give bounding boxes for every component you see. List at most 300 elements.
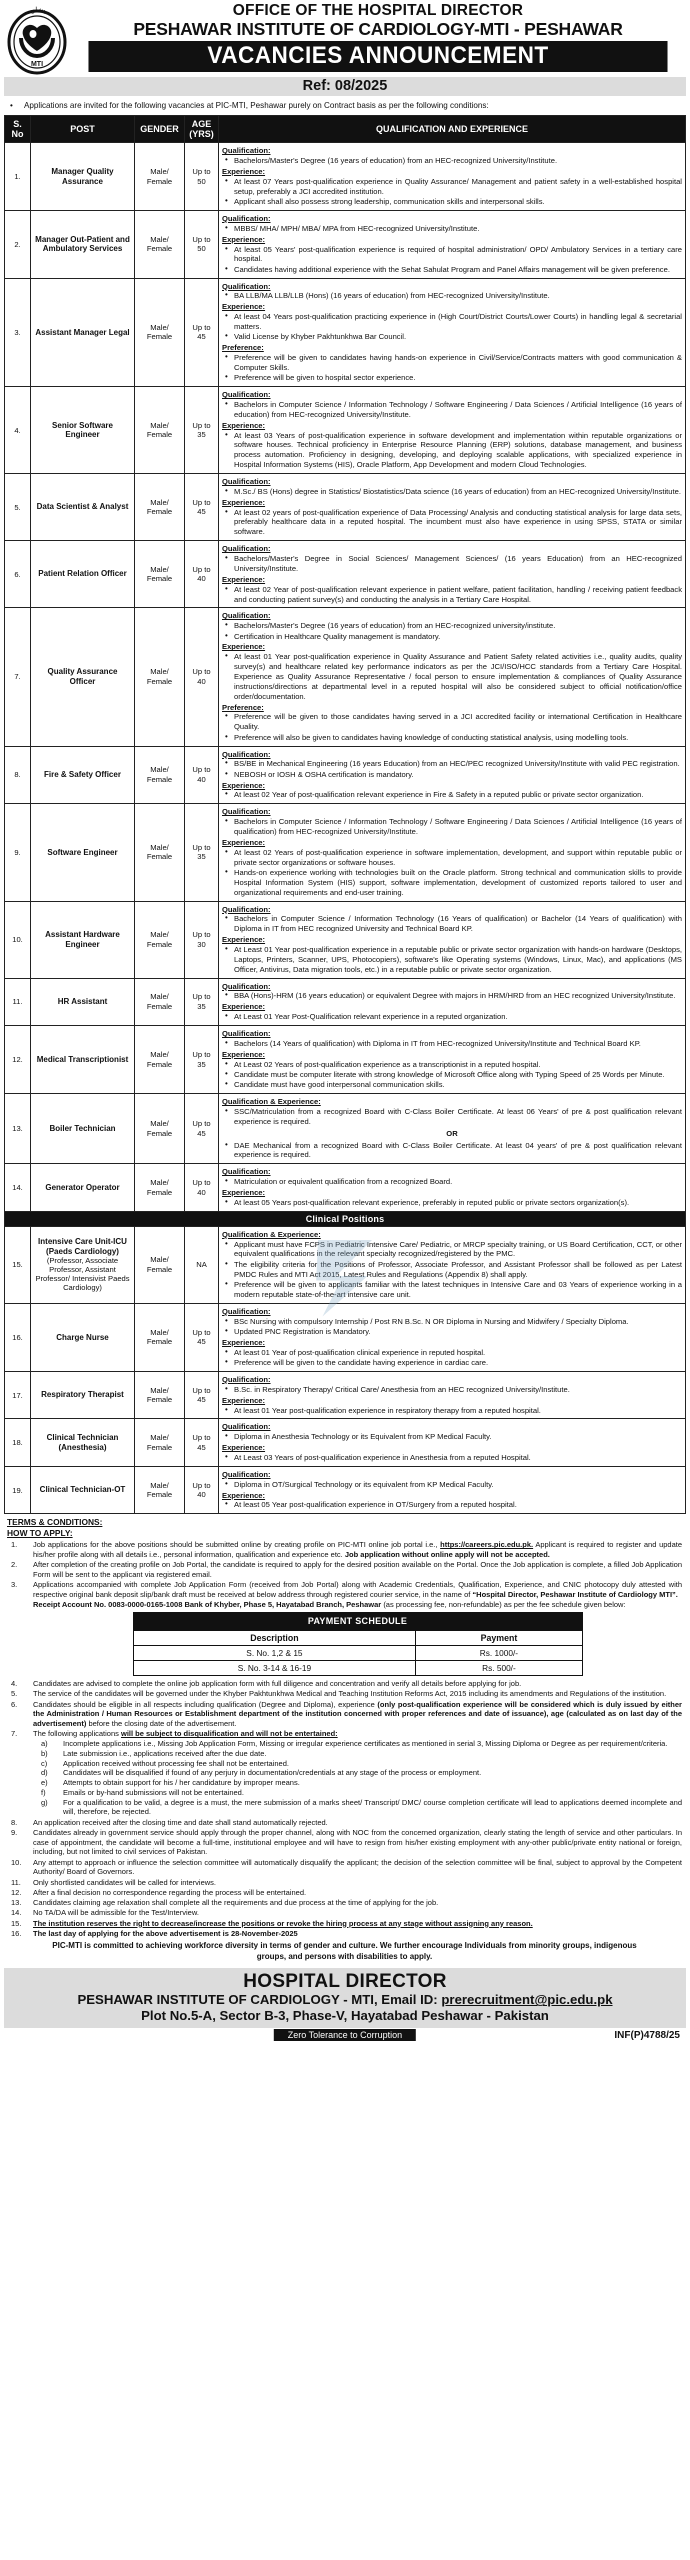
table-row [5,608,686,746]
row-age-limit: Up to 45 [185,1094,219,1164]
row-qualification-experience [219,1466,686,1513]
qual-section-label: Qualification: [222,1469,271,1479]
row-age-limit: Up to 40 [185,1164,219,1211]
svg-text:MTI: MTI [30,61,44,68]
svg-text:پشاور: پشاور [28,7,46,14]
qual-point: • Diploma in OT/Surgical Technology or its equivalent from KP Medical Faculty. [222,1480,682,1490]
disqualification-sublist [33,1739,682,1817]
row-qualification-experience [219,608,686,746]
qual-section-label: Experience: [222,1443,266,1453]
row-qualification-experience [219,1164,686,1211]
qual-point: • At least 05 Year post-qualification experience in OT/Surgery from a reputed hospital. [222,1500,682,1510]
qual-point-list [222,177,682,207]
footer-email[interactable]: prerecruitment@pic.edu.pk [441,1992,613,2008]
row-serial: 11. [5,978,31,1025]
row-age-limit: Up to 45 [185,278,219,387]
table-row [5,278,686,387]
row-serial: 9. [5,804,31,901]
term-3-text: Applications accompanied with complete Job Application Form (received from Job Portal) along with Academic Credentials, Qualification, Experience, and CNIC photocopy duly attested with respective original bank deposit slip/bank draft must be received at below address through registered courier service, in the name of [33,1580,682,1599]
col-header-gender: GENDER [135,116,185,143]
qual-point-list [222,585,682,605]
qual-point: • MBBS/ MHA/ MPH/ MBA/ MPA from HEC-recognized University/Institute. [222,224,682,234]
qual-point: • Candidate must have good interpersonal communication skills. [222,1080,682,1090]
row-qualification-experience [219,901,686,978]
row-age-limit: Up to 50 [185,210,219,278]
row-qualification-experience [219,978,686,1025]
clinical-positions-label: Clinical Positions [5,1211,686,1226]
term-item-7 [7,1729,682,1817]
terms-heading: TERMS & CONDITIONS: [7,1517,103,1528]
careers-portal-link[interactable]: https://careers.pic.edu.pk. [440,1540,534,1550]
row-gender: Male/ Female [135,1164,185,1211]
table-row [5,210,686,278]
table-row [5,1226,686,1303]
qual-point: • At least 03 Years of post-qualification experience in software development and implementation within reputable organizations or software houses. Technical proficiency in Enterprise Resource Planning (ERP) solutions, database management, and business process automation. Proficiency in designing, developing, and deploying scalable applications, with specialized experience in Hospital Information Systems (HIS), Oracle Platform, App Development and modern Cloud Technologies. [222,431,682,470]
row-gender: Male/ Female [135,210,185,278]
footer-bottom-row [4,2029,686,2044]
qual-point: • At least 01 Year post-qualification experience in respiratory therapy from a reputed hospital. [222,1406,682,1416]
table-row [5,1419,686,1466]
qual-section-label: Experience: [222,497,266,507]
qual-point: • M.Sc./ BS (Hons) degree in Statistics/ Biostatistics/Data science (16 years of education) from an HEC-recognized University/Institute. [222,487,682,497]
table-row [5,1164,686,1211]
qual-point-list [222,817,682,837]
qual-section-label: Experience: [222,1002,266,1012]
row-age-limit: Up to 35 [185,387,219,474]
payment-description: S. No. 1,2 & 15 [133,1646,416,1661]
row-post-title: HR Assistant [31,978,135,1025]
table-row [5,1371,686,1418]
footer-institute [4,1992,686,2008]
payment-amount: Rs. 500/- [416,1661,582,1676]
term-1-text-a: Job applications for the above positions should be submitted online by creating profile on PIC-MTI online job portal i.e., [33,1540,438,1550]
table-row [5,1026,686,1094]
row-post-title: Data Scientist & Analyst [31,474,135,541]
row-age-limit: Up to 35 [185,804,219,901]
row-gender: Male/ Female [135,1419,185,1466]
row-qualification-experience [219,143,686,211]
bullet-icon: • [10,101,13,110]
qual-section-label: Qualification: [222,1167,271,1177]
disqualification-item: Incomplete applications i.e., Missing Job Application Form, Missing or irregular experience certificates as mentioned in serial 3, Missing Diploma or Degree as per requirement/criteria. [63,1739,668,1749]
row-serial: 18. [5,1419,31,1466]
col-header-age: AGE (YRS) [185,116,219,143]
how-to-apply-heading: HOW TO APPLY: [7,1528,73,1539]
row-serial: 8. [5,746,31,804]
row-qualification-experience [219,541,686,608]
qual-point-list [222,1177,682,1187]
term-3-fee-note: (as processing fee, non-refundable) as per the fee schedule given below: [383,1599,626,1609]
qual-section-label: Qualification: [222,390,271,400]
payment-title-row [133,1613,582,1631]
disqualification-item: Attempts to obtain support for his / her candidature by improper means. [63,1778,300,1788]
qual-point: • NEBOSH or IOSH & OSHA certification is mandatory. [222,770,682,780]
payment-description: S. No. 3-14 & 16-19 [133,1661,416,1676]
qual-point: • Updated PNC Registration is Mandatory. [222,1327,682,1337]
footer-director: HOSPITAL DIRECTOR [243,1970,447,1992]
qual-section-label: Qualification & Experience: [222,1097,321,1107]
qual-section-label: Qualification: [222,749,271,759]
qual-section-label: Experience: [222,1395,266,1405]
qual-point: • At least 04 Years post-qualification practicing experience in (High Court/District Courts/Lower Courts) in handling legal & secretarial matters. [222,312,682,332]
row-age-limit: Up to 35 [185,1026,219,1094]
qual-point: • Preference will also be given to candidates having knowledge of conducting statistical analysis, using modelling tools. [222,733,682,743]
qual-point-list [222,400,682,420]
row-serial: 3. [5,278,31,387]
qual-point-list [222,1141,682,1161]
qual-point-list [222,245,682,275]
qual-point: • Bachelors/Master's Degree (16 years of education) from an HEC-recognized university/institute. [222,621,682,631]
qual-point-list [222,1500,682,1510]
qual-section-label: Experience: [222,780,266,790]
row-serial: 1. [5,143,31,211]
qual-point: • At Least 03 Years of post-qualification experience in Anesthesia from a reputed Hospital. [222,1453,682,1463]
term-15-bold: The institution reserves the right to decrease/increase the positions or revoke the hiring process at any stage without assigning any reason. [33,1918,533,1928]
qual-point: • At least 01 Year post-qualification experience in Quality Assurance and Patient Safety related activities i.e., quality audits, quality survey(s) and healthcare related key performance indicators as per the JCI/ISO/HCC standards from a Tertiary Care Hospital. Experience as Quality Assurance Representative / focal person to ensure implementation & compliances of Quality Assurance instructions/directions at departmental level in a reputed hospital will also be considered subject to official notification/office order/documentation. [222,652,682,701]
qual-section-label: Qualification & Experience: [222,1229,321,1239]
row-post-title: Fire & Safety Officer [31,746,135,804]
table-row [5,978,686,1025]
term-item-4: Candidates are advised to complete the online job application form with full diligence and concentration and verify all details before applying for job. [33,1679,522,1689]
office-line: OFFICE OF THE HOSPITAL DIRECTOR [232,2,524,19]
qual-section-label: Qualification: [222,807,271,817]
row-qualification-experience [219,210,686,278]
qual-point-list [222,1317,682,1337]
qual-section-label: Experience: [222,234,266,244]
table-row [5,1466,686,1513]
terms-and-conditions [4,1514,686,1965]
qual-point-list [222,508,682,538]
qual-point: • At Least 02 Years of post-qualification experience as a transcriptionist in a reputed hospital. [222,1060,682,1070]
table-row [5,901,686,978]
row-gender: Male/ Female [135,1026,185,1094]
row-post-title: Charge Nurse [31,1303,135,1371]
term-item-9: Candidates already in government service should apply through the proper channel, along with NOC from the concerned organization, clearly stating the length of service and other particulars. In case of appointment, the candidate will become a full-time, institutional employee and will have to resign from his/her existing employment with any-other public/private entity national or foreign, including, but not limited to civil services of Pakistan. [33,1827,682,1857]
qual-point: • Preference will be given to those candidates having served in a JCI accredited facility or international Certification in Healthcare Quality. [222,712,682,732]
qual-section-label: Experience: [222,420,266,430]
qual-point: • At least 02 Year of post-qualification relevant experience in Fire & Safety in a reputed public or private sector organization. [222,790,682,800]
qual-point: • At least 05 Years post-qualification relevant experience, preferably in reputed public or private sectors organization(s). [222,1198,682,1208]
qual-point-list [222,652,682,701]
table-row [5,1094,686,1164]
row-qualification-experience [219,1094,686,1164]
term-item-8: An application received after the closing time and date shall stand automatically rejected. [33,1817,328,1827]
qual-section-label: Qualification: [222,611,271,621]
table-row [5,143,686,211]
row-gender: Male/ Female [135,901,185,978]
qual-section-label: Experience: [222,1049,266,1059]
term-item-15 [7,1919,682,1929]
qual-point: • At least 02 Years of post-qualification experience in software implementation, development, and support within reputable public or private sector organizations or software houses. [222,848,682,868]
row-age-limit: Up to 45 [185,474,219,541]
qual-point: • Preference will be given to candidates having hands-on experience in Civil/Service/Contracts matters with good communication & Computer Skills. [222,353,682,373]
table-row [5,746,686,804]
row-serial: 13. [5,1094,31,1164]
term-7-bold: will be subject to disqualification and will not be entertained: [120,1729,338,1739]
or-separator: OR [446,1128,458,1138]
row-serial: 4. [5,387,31,474]
qual-point: • BBA (Hons)-HRM (16 years education) or equivalent Degree with majors in HRM/HRD from an HEC recognized University/Institute. [222,991,682,1001]
row-age-limit: Up to 45 [185,1371,219,1418]
term-1-text-b: Applicant is required to register and update his/her profile along with all details i.e., personal information, qualification and experience etc. [33,1540,683,1559]
qual-point: • At Least 01 Year post-qualification experience in a reputable public or private sector organization with hands-on hardware (Desktops, Laptops, Printers, Scanner, UPS, Photocopiers), software's like Operating systems (Windows, Linux, Mac), and applications (MS Officer, Antivirus, Data migration tools, etc.) in a reputable public or private sector organization. [222,945,682,975]
qual-section-label: Qualification: [222,1029,271,1039]
table-row [5,804,686,901]
qual-point: • BA LLB/MA LLB/LLB (Hons) (16 years of education) from HEC-recognized University/Institute. [222,291,682,301]
row-qualification-experience [219,474,686,541]
row-post-title: Clinical Technician (Anesthesia) [31,1419,135,1466]
qual-point-list [222,712,682,742]
header-text [70,2,686,76]
row-post-title: Software Engineer [31,804,135,901]
row-post-title: Manager Out-Patient and Ambulatory Services [31,210,135,278]
qual-point: • Diploma in Anesthesia Technology or its Equivalent from KP Medical Faculty. [222,1432,682,1442]
qual-point: • Candidates having additional experience with the Sehat Sahulat Program and Panel Affairs management will be given preference. [222,265,682,275]
payment-row [133,1646,582,1661]
qual-point: • At least 02 years of post-qualification experience of Data Processing/ Analysis and conducting statistical analysis for large data sets, preferably healthcare data in a reputed hospital. The incumbent must also have experience in using SPSS, STATA or similar software. [222,508,682,538]
qual-section-label: Experience: [222,1188,266,1198]
qual-section-label: Experience: [222,1490,266,1500]
row-post-title: Boiler Technician [31,1094,135,1164]
logo-icon [7,4,67,76]
qual-point: • At least 01 Year of post-qualification clinical experience in reputed hospital. [222,1348,682,1358]
payment-schedule-table [133,1612,583,1676]
payment-schedule-title: PAYMENT SCHEDULE [133,1613,582,1631]
qual-point: • At least 05 Years' post-qualification experience is required of hospital administration/ OPD/ Ambulatory Services in a tertiary care hospital. [222,245,682,265]
pic-mti-logo [4,2,70,76]
row-gender: Male/ Female [135,1371,185,1418]
vacancies-table [4,115,686,1514]
row-serial: 12. [5,1026,31,1094]
qual-section-label: Experience: [222,302,266,312]
row-post-title: Manager Quality Assurance [31,143,135,211]
intro-text: Applications are invited for the following vacancies at PIC-MTI, Peshawar purely on Contract basis as per the following conditions: [24,101,489,110]
payment-schedule-wrapper [33,1612,682,1676]
qual-section-label: Qualification: [222,1374,271,1384]
row-post-title: Clinical Technician-OT [31,1466,135,1513]
row-serial: 14. [5,1164,31,1211]
disqualification-item: For a qualification to be valid, a degree is a must, the mere submission of a marks sheet/ Transcript/ DMC/ course completion certificate will lead to applications deemed incomplete and will, therefore, be rejected. [63,1797,682,1817]
qual-point-list [222,1348,682,1368]
row-gender: Male/ Female [135,387,185,474]
row-serial: 17. [5,1371,31,1418]
row-age-limit: Up to 40 [185,746,219,804]
qual-section-label: Experience: [222,642,266,652]
qual-section-label: Experience: [222,1337,266,1347]
row-serial: 5. [5,474,31,541]
qual-point: • BS/BE in Mechanical Engineering (16 years Education) from an HEC/PEC recognized University/Institute with valid PEC registration. [222,759,682,769]
payment-col-description: Description [133,1631,416,1646]
term-1-bold: Job application without online apply will not be accepted. [344,1549,550,1559]
payment-amount: Rs. 1000/- [416,1646,582,1661]
qual-point-list [222,1012,682,1022]
row-age-limit: NA [185,1226,219,1303]
qual-section-label: Qualification: [222,544,271,554]
qual-point: • Bachelors/Master's Degree in Social Sciences/ Management Sciences/ (16 years Education) from an HEC-recognized University/Institute. [222,554,682,574]
qual-point: • Preference will be given to the candidate having experience in cardiac care. [222,1358,682,1368]
row-serial: 16. [5,1303,31,1371]
qual-section-label: Qualification: [222,1306,271,1316]
reference-number: Ref: 08/2025 [4,76,686,96]
institute-line: PESHAWAR INSTITUTE OF CARDIOLOGY-MTI - PESHAWAR [133,18,623,39]
row-qualification-experience [219,1303,686,1371]
term-item-6 [7,1700,682,1729]
qual-point-list [222,1060,682,1091]
qual-point-list [222,991,682,1001]
qual-section-label: Preference: [222,343,264,353]
row-qualification-experience [219,804,686,901]
qual-point: • Applicant must have FCPS in Pediatric Intensive Care/ Pediatric, or MRCP specialty training, or US Board Certification, CCT, or other equivalent qualifications in the relevant specialty recognized/registered by the PMC. [222,1240,682,1260]
row-gender: Male/ Female [135,978,185,1025]
qual-point: • Valid License by Khyber Pakhtunkhwa Bar Council. [222,332,682,342]
term-6-text-a: Candidates should be eligible in all respects including qualification (Degree and Diploma), experience [33,1699,375,1709]
disqualification-item: Late submission i.e., applications received after the due date. [63,1748,267,1758]
qual-point-list [222,914,682,934]
qual-section-label: Experience: [222,574,266,584]
qual-point: • Candidate must be computer literate with strong knowledge of Microsoft Office along with Typing Speed of 25 Words per Minute. [222,1070,682,1080]
row-post-title: Assistant Hardware Engineer [31,901,135,978]
receipt-account-number: Receipt Account No. 0083-0000-0165-1008 Bank of Khyber, Phase 5, Hayatabad Branch, Peshawar [33,1599,382,1609]
row-post-title: Quality Assurance Officer [31,608,135,746]
term-item-13: Candidates claiming age relaxation shall complete all the requirements and due process at the time of applying for the job. [33,1898,439,1908]
row-post-title: Assistant Manager Legal [31,278,135,387]
col-header-post: POST [31,116,135,143]
qual-point-list [222,312,682,342]
row-gender: Male/ Female [135,1303,185,1371]
qual-section-label: Qualification: [222,981,271,991]
qual-point: • Hands-on experience working with technologies built on the Oracle platform. Strong technical and communication skills to provide Hospital Information System (HIS) support, software implementation, development of customized reports tailored to user and organizational requirements and end-user training. [222,868,682,898]
row-serial: 15. [5,1226,31,1303]
qual-point-list [222,1198,682,1208]
qual-point: • Applicant shall also possess strong leadership, communication skills and interpersonal skills. [222,197,682,207]
qual-point: • Bachelors in Computer Science / Information Technology (16 Years of qualification) or Bachelor (14 Years of qualification) with Diploma in IT from HEC recognized University and Technical Board KP. [222,914,682,934]
row-qualification-experience [219,1226,686,1303]
term-item-11: Only shortlisted candidates will be called for interviews. [33,1877,216,1887]
qual-point-list [222,224,682,234]
term-6-bold: (only post-qualification experience will be considered which is duly issued by either the Administration / Human Resources or Establishment department of the institution concerned with proper references and date of issuance), age (calculated as on last day of the advertisement) [33,1699,682,1729]
qual-section-label: Qualification: [222,281,271,291]
term-item-2: After completion of the creating profile on Job Portal, the candidate is required to apply for the desired position available on the Portal. Once the Job application is complete, a filled Job Application Form will be sent to the applicant via registered email. [33,1560,682,1579]
row-gender: Male/ Female [135,1094,185,1164]
payment-header-row [133,1631,582,1646]
qual-point: • DAE Mechanical from a recognized Board with C-Class Boiler Certificate. At least 04 years' of pre & post qualification relevant experience is required. [222,1141,682,1161]
footer-institute-text: PESHAWAR INSTITUTE OF CARDIOLOGY - MTI, Email ID: [77,1992,438,2008]
qual-point-list [222,1453,682,1463]
qual-point: • Preference will be given to applicants familiar with the latest techniques in Intensive Care and 03 Years of experience working in a modern reputable state-of-the-art intensive care unit. [222,1280,682,1300]
term-3-bold: “Hospital Director, Peshawar Institute of Cardiology MTI”. [472,1589,678,1599]
row-serial: 7. [5,608,31,746]
term-item-16 [7,1929,682,1939]
qual-point-list [222,621,682,641]
qual-section-label: Experience: [222,837,266,847]
qual-point-list [222,291,682,301]
payment-col-payment: Payment [416,1631,582,1646]
qual-point-list [222,353,682,383]
row-gender: Male/ Female [135,278,185,387]
row-post-title: Intensive Care Unit-ICU (Paeds Cardiology) (Professor, Associate Professor, Assistant Professor/ Intensivist Paeds Cardiology) [31,1226,135,1303]
row-post-title: Senior Software Engineer [31,387,135,474]
diversity-commitment: PIC-MTI is committed to achieving workforce diversity in terms of gender and culture. We further encourage Individuals from minority groups, indigenous groups, and persons with disabilities to apply. [52,1941,637,1961]
qual-point: • Preference will be given to hospital sector experience. [222,373,682,383]
term-7-text: The following applications [33,1729,119,1739]
qual-section-label: Qualification: [222,1422,271,1432]
row-qualification-experience [219,387,686,474]
row-age-limit: Up to 40 [185,608,219,746]
row-qualification-experience [219,746,686,804]
table-row [5,1303,686,1371]
row-post-subtitle: (Professor, Associate Professor, Assistant Professor/ Intensivist Paeds Cardiology) [35,1256,130,1293]
qual-point-list [222,1480,682,1490]
term-item-3 [7,1580,682,1676]
qual-point: • Bachelors in Computer Science / Information Technology / Software Engineering / Data Sciences / Artificial Intelligence (16 years of education) from HEC-recognized University/Institute. [222,400,682,420]
row-post-title: Patient Relation Officer [31,541,135,608]
qual-point-list [222,431,682,470]
term-6-text-b: before the closing date of the advertisement. [88,1719,237,1729]
qual-point-list [222,848,682,898]
term-item-12: After a final decision no correspondence regarding the process will be entertained. [33,1887,307,1897]
row-gender: Male/ Female [135,474,185,541]
qual-point-list [222,554,682,574]
row-serial: 6. [5,541,31,608]
qual-point: • Bachelors in Computer Science / Information Technology / Software Engineering / Data Sciences / Artificial Intelligence (16 years of qualification) from HEC-recognized University/Institute. [222,817,682,837]
row-gender: Male/ Female [135,746,185,804]
qual-point: • Certification in Healthcare Quality management is mandatory. [222,632,682,642]
vacancies-announcement-banner: VACANCIES ANNOUNCEMENT [88,41,667,72]
qual-point-list [222,156,682,166]
row-post-title: Generator Operator [31,1164,135,1211]
qual-point: • Bachelors (14 Years of qualification) with Diploma in IT from HEC-recognized University/Institute and Technical Board KP. [222,1039,682,1049]
row-serial: 2. [5,210,31,278]
row-age-limit: Up to 45 [185,1303,219,1371]
qual-section-label: Preference: [222,702,264,712]
qual-point: • At Least 01 Year Post-Qualification relevant experience in a reputed organization. [222,1012,682,1022]
row-age-limit: Up to 40 [185,1466,219,1513]
qual-point: • SSC/Matriculation from a recognized Board with C-Class Boiler Certificate. At least 06 Years' of pre & post qualification relevant experience is required. [222,1107,682,1127]
page-header [4,2,686,76]
qual-point-list [222,790,682,800]
row-age-limit: Up to 50 [185,143,219,211]
row-serial: 19. [5,1466,31,1513]
qual-section-label: Qualification: [222,904,271,914]
qual-section-label: Experience: [222,166,266,176]
row-age-limit: Up to 35 [185,978,219,1025]
term-item-10: Any attempt to approach or influence the selection committee will automatically disqualify the applicant; the decision of the selection committee will be final, subject to approval by the Competent Authority/ Board of Governors. [33,1857,682,1877]
row-post-title: Medical Transcriptionist [31,1026,135,1094]
qual-section-label: Experience: [222,935,266,945]
clinical-positions-band [5,1211,686,1226]
qual-point-list [222,1240,682,1300]
row-age-limit: Up to 40 [185,541,219,608]
qual-point-list [222,1406,682,1416]
terms-list [7,1540,682,1938]
closing-date: The last day of applying for the above advertisement is 28-November-2025 [33,1928,298,1938]
disqualification-item: Emails or by-hand submissions will not be entertained. [63,1787,244,1797]
row-qualification-experience [219,278,686,387]
term-item-1 [7,1540,682,1560]
row-gender: Male/ Female [135,143,185,211]
row-qualification-experience [219,1371,686,1418]
term-item-5: The service of the candidates will be governed under the Khyber Pakhtunkhwa Medical and Teaching Institution Reforms Act, 2015 including its amendments and Regulations of the institution. [33,1689,667,1699]
zero-tolerance-badge: Zero Tolerance to Corruption [274,2029,416,2041]
row-qualification-experience [219,1026,686,1094]
payment-row [133,1661,582,1676]
row-age-limit: Up to 30 [185,901,219,978]
qual-point-list [222,1039,682,1049]
row-serial: 10. [5,901,31,978]
vacancies-table-body [5,143,686,1514]
table-row [5,474,686,541]
row-qualification-experience [219,1419,686,1466]
